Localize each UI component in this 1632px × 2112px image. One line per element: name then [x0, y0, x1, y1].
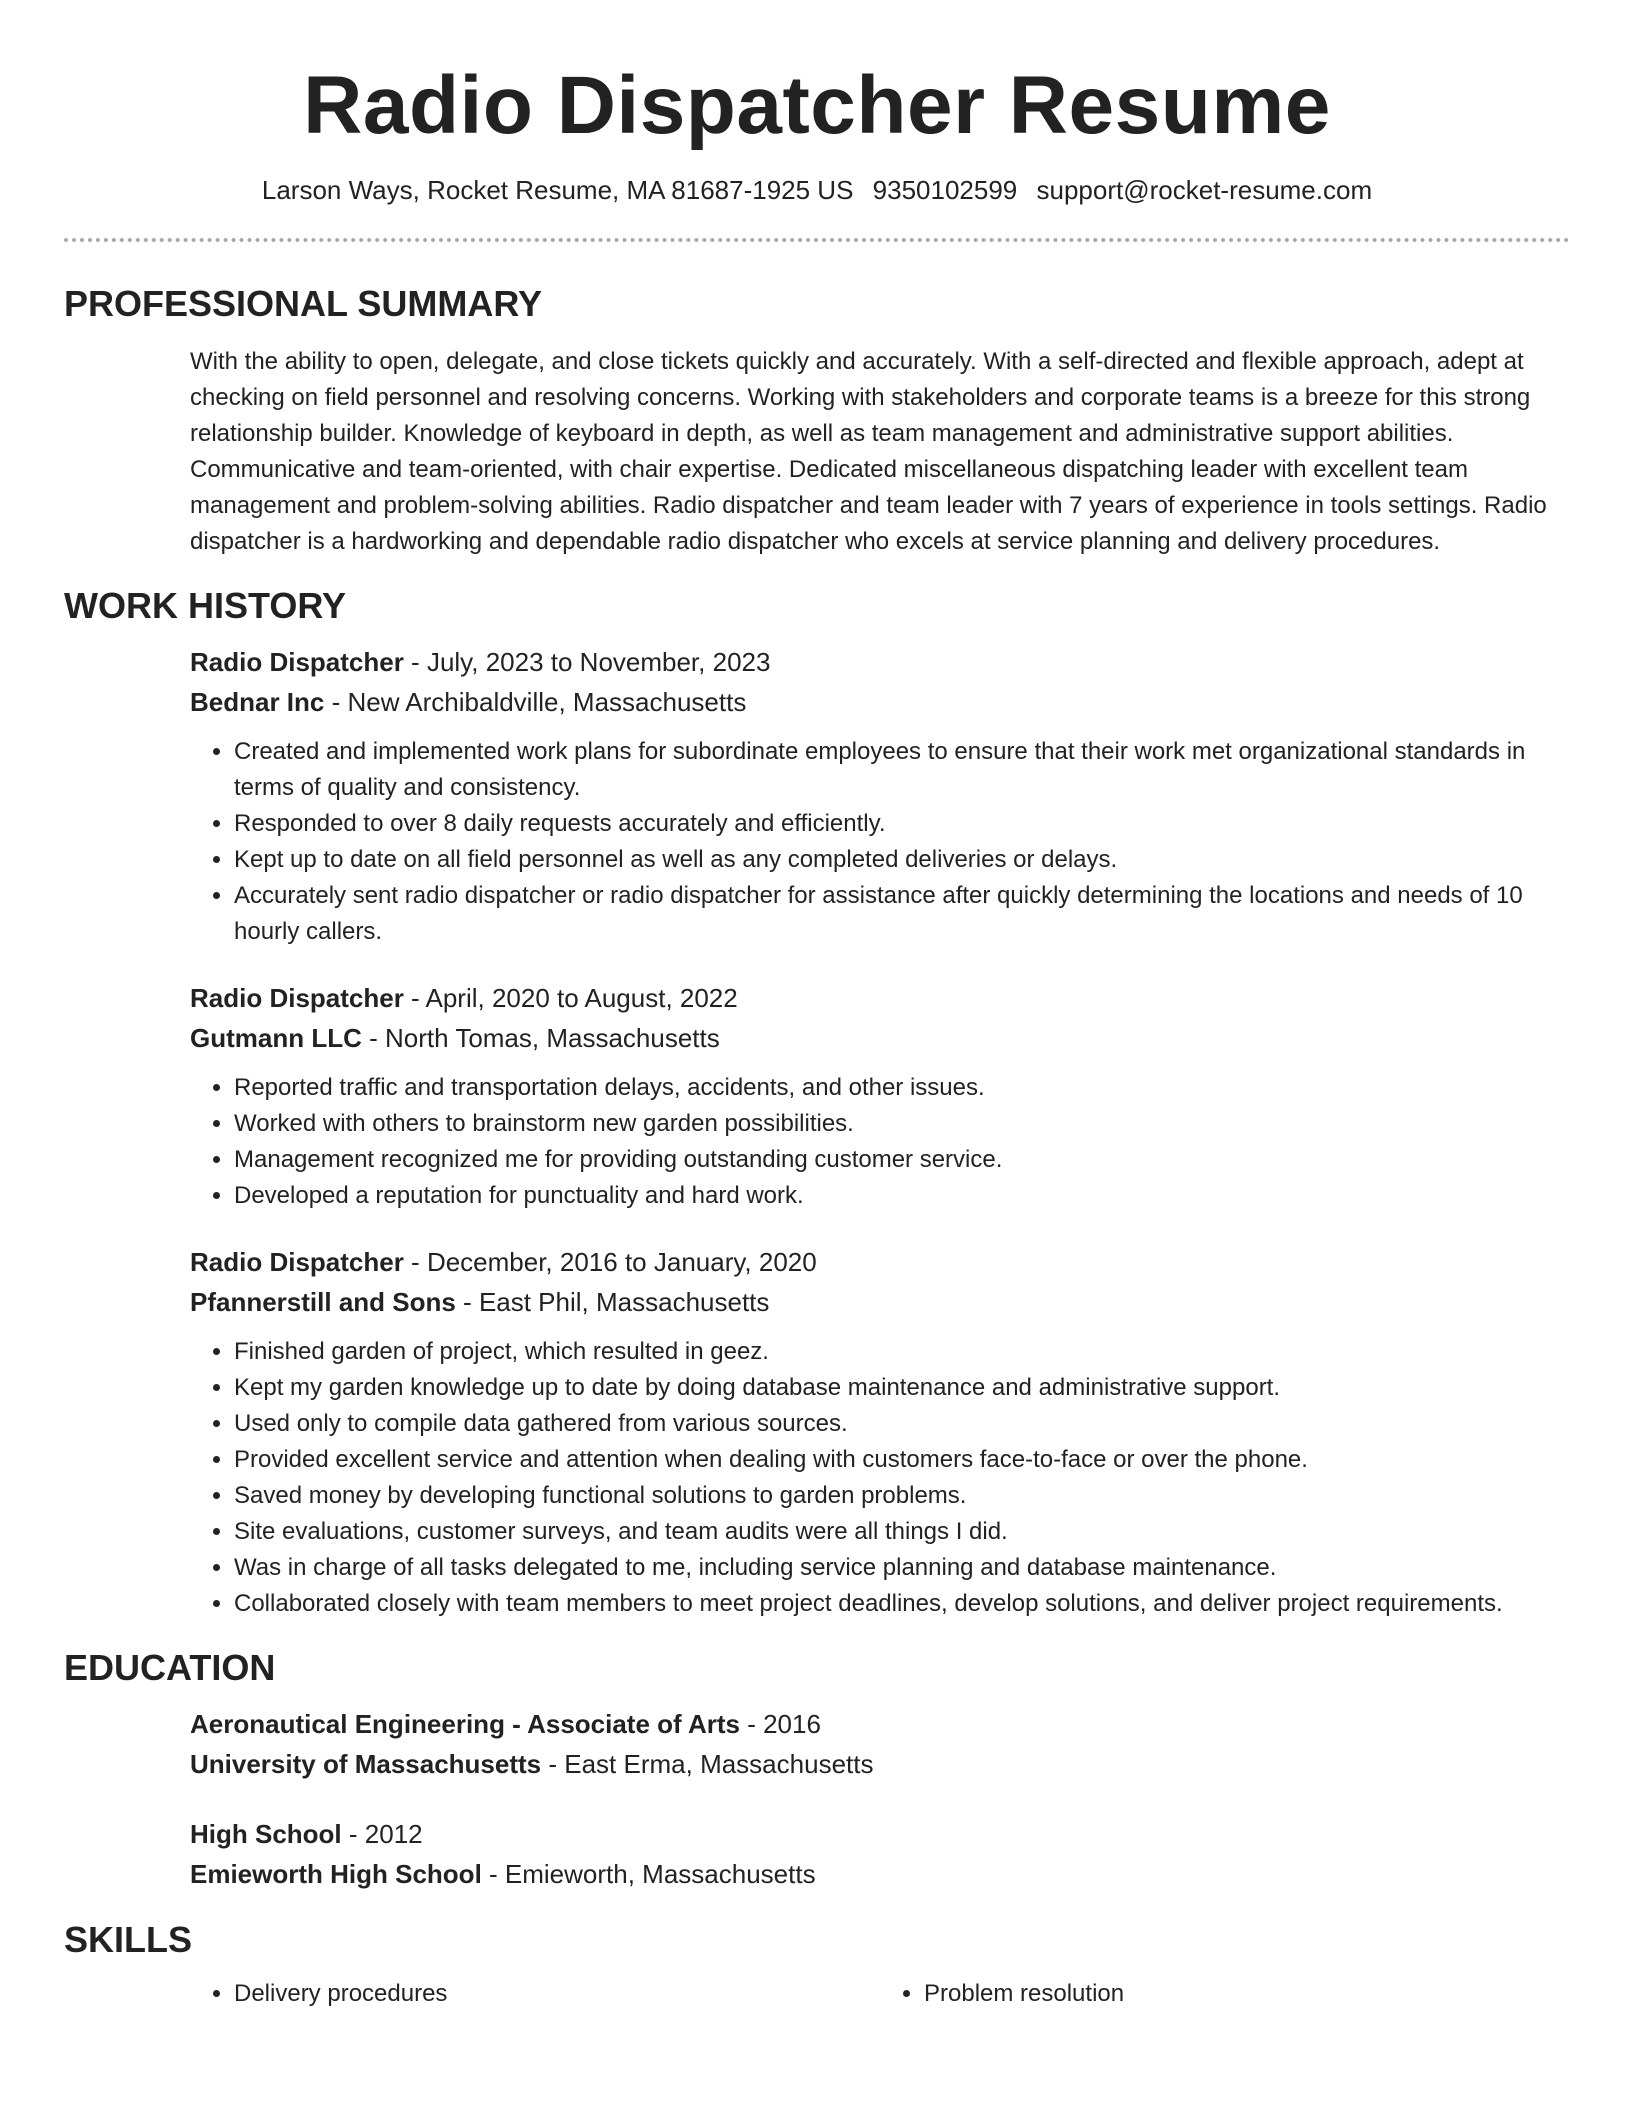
contact-phone: 9350102599	[872, 175, 1018, 205]
skills-heading: SKILLS	[64, 1919, 193, 1960]
job-company-line: Bednar Inc - New Archibaldville, Massachusetts	[190, 687, 747, 717]
education-year: 2016	[763, 1709, 821, 1739]
contact-line	[64, 172, 1570, 208]
job-dates: July, 2023 to November, 2023	[426, 647, 771, 677]
education-degree-line: Aeronautical Engineering - Associate of Arts - 2016	[190, 1709, 821, 1739]
education-entry	[190, 1814, 1570, 1894]
job-bullet: • Finished garden of project, which resulted in geez.	[234, 1334, 1570, 1370]
job-location: North Tomas, Massachusetts	[384, 1023, 720, 1053]
education-school-line: Emieworth High School - Emieworth, Massachusetts	[190, 1859, 816, 1889]
job-company: Pfannerstill and Sons	[190, 1287, 456, 1317]
contact-address: Larson Ways, Rocket Resume, MA 81687-1925 US	[261, 175, 854, 205]
job-bullet: • Created and implemented work plans for subordinate employees to ensure that their work met organizational standards in terms of quality and consistency.	[234, 734, 1570, 806]
job-title-line: Radio Dispatcher - April, 2020 to August, 2022	[190, 983, 738, 1013]
job-bullet: • Kept my garden knowledge up to date by doing database maintenance and administrative support.	[234, 1370, 1570, 1406]
job-title-line: Radio Dispatcher - July, 2023 to November, 2023	[190, 647, 771, 677]
resume-title: Radio Dispatcher Resume	[303, 60, 1331, 151]
education-degree: Aeronautical Engineering - Associate of Arts	[190, 1709, 740, 1739]
job-location: New Archibaldville, Massachusetts	[347, 687, 747, 717]
job-entry	[190, 642, 1570, 950]
job-bullet: • Kept up to date on all field personnel as well as any completed deliveries or delays.	[234, 842, 1570, 878]
job-bullet: • Accurately sent radio dispatcher or radio dispatcher for assistance after quickly determining the locations and needs of 10 hourly callers.	[234, 878, 1570, 950]
skills-grid	[190, 1976, 1570, 2012]
education-school: University of Massachusetts	[190, 1749, 542, 1779]
education-location: Emieworth, Massachusetts	[504, 1859, 816, 1889]
job-company: Bednar Inc	[190, 687, 325, 717]
job-dates: April, 2020 to August, 2022	[425, 983, 738, 1013]
job-entry	[190, 1242, 1570, 1622]
job-bullet: • Site evaluations, customer surveys, and team audits were all things I did.	[234, 1514, 1570, 1550]
summary-text: With the ability to open, delegate, and close tickets quickly and accurately. With a self-directed and flexible approach, adept at checking on field personnel and resolving concerns. Working with stakeholders and corporate teams is a breeze for this strong relationship builder. Knowledge of keyboard in depth, as well as team management and administrative support abilities. Communicative and team-oriented, with chair expertise. Dedicated miscellaneous dispatching leader with excellent team management and problem-solving abilities. Radio dispatcher and team leader with 7 years of experience in tools settings. Radio dispatcher is a hardworking and dependable radio dispatcher who excels at service planning and delivery procedures.	[190, 348, 1547, 555]
education-location: East Erma, Massachusetts	[564, 1749, 874, 1779]
education-section	[190, 1704, 1570, 1894]
education-entry	[190, 1704, 1570, 1784]
resume-page	[64, 0, 1570, 2012]
education-year: 2012	[364, 1819, 423, 1849]
job-bullets	[190, 1070, 1570, 1214]
skill-item: • Delivery procedures	[234, 1976, 880, 2012]
job-entry	[190, 978, 1570, 1214]
job-company-line: Pfannerstill and Sons - East Phil, Massachusetts	[190, 1287, 770, 1317]
job-bullet: • Responded to over 8 daily requests accurately and efficiently.	[234, 806, 1570, 842]
job-bullet: • Reported traffic and transportation delays, accidents, and other issues.	[234, 1070, 1570, 1106]
job-location: East Phil, Massachusetts	[478, 1287, 770, 1317]
education-degree-line: High School - 2012	[190, 1819, 423, 1849]
job-company-line: Gutmann LLC - North Tomas, Massachusetts	[190, 1023, 720, 1053]
job-bullet: • Provided excellent service and attention when dealing with customers face-to-face or over the phone.	[234, 1442, 1570, 1478]
job-title: Radio Dispatcher	[190, 983, 404, 1013]
job-title: Radio Dispatcher	[190, 647, 404, 677]
job-bullet: • Collaborated closely with team members to meet project deadlines, develop solutions, and deliver project requirements.	[234, 1586, 1570, 1622]
header-divider	[64, 238, 1570, 242]
job-title-line: Radio Dispatcher - December, 2016 to January, 2020	[190, 1247, 817, 1277]
job-bullets	[190, 734, 1570, 950]
summary-heading: PROFESSIONAL SUMMARY	[64, 283, 543, 324]
skills-column-right	[880, 1976, 1570, 2012]
job-company: Gutmann LLC	[190, 1023, 362, 1053]
education-school: Emieworth High School	[190, 1859, 482, 1889]
work-history-section	[190, 642, 1570, 1622]
summary-section	[190, 344, 1570, 560]
contact-email: support@rocket-resume.com	[1036, 175, 1373, 205]
skills-section	[190, 1976, 1570, 2012]
education-school-line: University of Massachusetts - East Erma, Massachusetts	[190, 1749, 874, 1779]
skills-column-left	[190, 1976, 880, 2012]
education-degree: High School	[190, 1819, 342, 1849]
skill-item: • Problem resolution	[924, 1976, 1570, 2012]
job-bullet: • Was in charge of all tasks delegated to me, including service planning and database maintenance.	[234, 1550, 1570, 1586]
job-title: Radio Dispatcher	[190, 1247, 404, 1277]
education-heading: EDUCATION	[64, 1647, 276, 1688]
job-bullet: • Used only to compile data gathered from various sources.	[234, 1406, 1570, 1442]
job-bullets	[190, 1334, 1570, 1622]
job-bullet: • Developed a reputation for punctuality and hard work.	[234, 1178, 1570, 1214]
job-bullet: • Management recognized me for providing outstanding customer service.	[234, 1142, 1570, 1178]
job-bullet: • Saved money by developing functional solutions to garden problems.	[234, 1478, 1570, 1514]
work-history-heading: WORK HISTORY	[64, 585, 347, 626]
job-dates: December, 2016 to January, 2020	[426, 1247, 817, 1277]
job-bullet: • Worked with others to brainstorm new garden possibilities.	[234, 1106, 1570, 1142]
